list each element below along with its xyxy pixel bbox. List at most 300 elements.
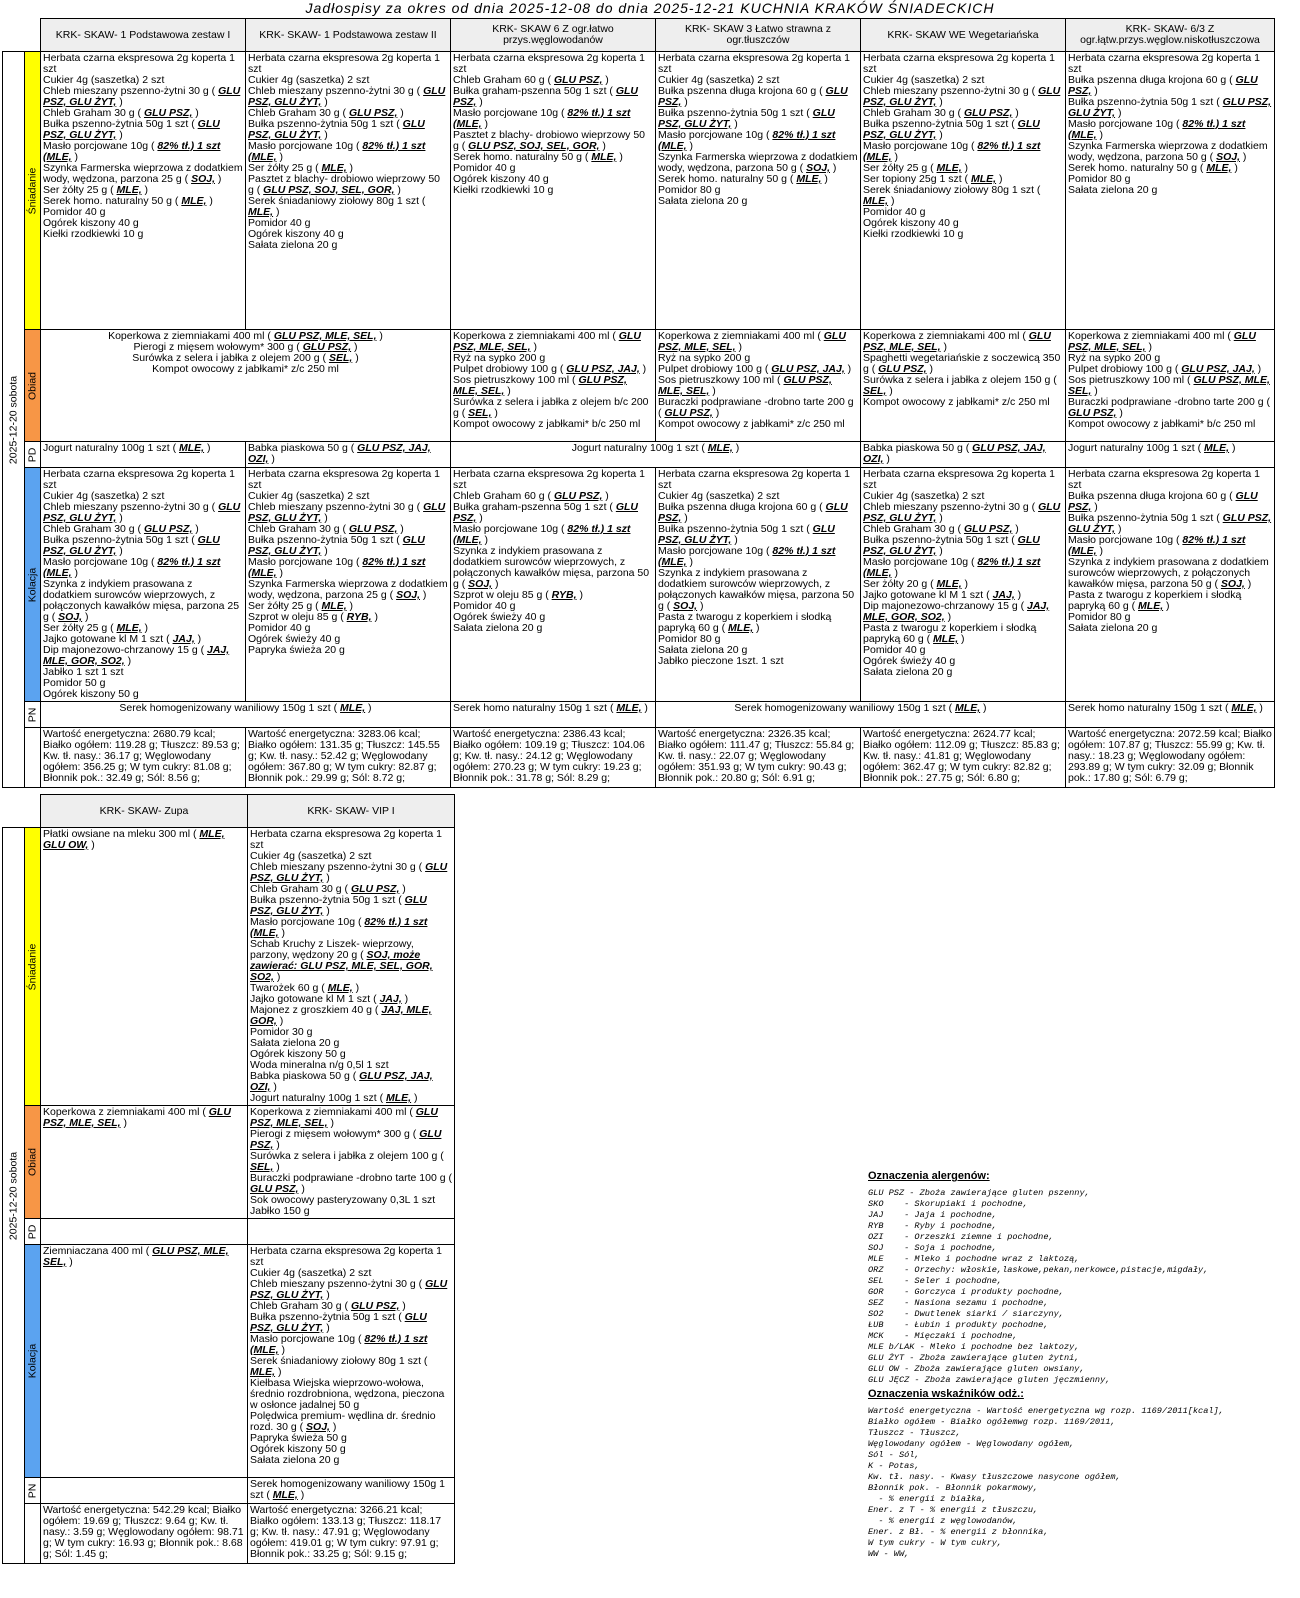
menu-item: Babka piaskowa 50 g ( GLU PSZ, JAJ, OZI, ) bbox=[250, 1070, 433, 1093]
menu-item: Sałata zielona 20 g bbox=[250, 1037, 340, 1049]
indicator-legend-item: W tym cukry - W tym cukry, bbox=[868, 1538, 1003, 1548]
menu-item: Pasztet z blachy- drobiowo wieprzowy 50 g ( GLU PSZ, SOJ, SEL, GOR, ) bbox=[248, 173, 441, 196]
menu-item: Sok owocowy pasteryzowany 0,3L 1 szt bbox=[250, 1194, 436, 1206]
menu-cell bbox=[1066, 702, 1275, 728]
menu-item: Jabłko pieczone 1szt. 1 szt bbox=[658, 655, 784, 667]
date-cell bbox=[3, 52, 25, 788]
menu-cell bbox=[248, 828, 455, 1106]
menu-item: Herbata czarna ekspresowa 2g koperta 1 szt bbox=[863, 468, 1056, 491]
nutrition-cell: Wartość energetyczna: 542.29 kcal; Białko ogółem: 19.69 g; Tłuszcz: 9.64 g; Kw. tł. nasy.: 3.59 g; Węglowodany ogółem: 98.71 g; W tym cukry: 16.93 g; Błonnik pok.: 8.68 g; Sól: 1.45 g; bbox=[41, 1504, 248, 1564]
allergen-legend-item: SKO - Skorupiaki i pochodne, bbox=[868, 1199, 1028, 1209]
menu-item: Ogórek kiszony 50 g bbox=[250, 1048, 346, 1060]
menu-cell-merged bbox=[451, 442, 861, 468]
menu-item: Serek homogenizowany waniliowy 150g 1 szt ( MLE, ) bbox=[119, 702, 372, 714]
menu-item: Ogórek kiszony 40 g bbox=[453, 173, 549, 185]
nutrition-cell: Wartość energetyczna: 2072.59 kcal; Białko ogółem: 107.87 g; Tłuszcz: 55.99 g; Kw. tł. nasy.: 18.23 g; Węglowodany ogółem: 293.89 g; W tym cukry: 32.09 g; Błonnik pok.: 17.80 g; Sól: 6.79 g; bbox=[1066, 728, 1275, 788]
date-label: 2025-12-20 sobota bbox=[7, 375, 19, 464]
menu-item: Chleb mieszany pszenno-żytni 30 g ( GLU PSZ, GLU ŻYT, ) bbox=[43, 501, 241, 524]
menu-item: Herbata czarna ekspresowa 2g koperta 1 szt bbox=[863, 52, 1056, 75]
menu-item: Babka piaskowa 50 g ( GLU PSZ, JAJ, OZI, ) bbox=[248, 442, 431, 465]
menu-item: Masło porcjowane 10g ( 82% tł.) 1 szt (MLE, ) bbox=[658, 129, 836, 152]
menu-item: Bułka pszenno-żytnia 50g 1 szt ( GLU PSZ, GLU ŻYT, ) bbox=[250, 1311, 427, 1334]
menu-cell bbox=[41, 1106, 248, 1219]
menu-item: Sałata zielona 20 g bbox=[453, 622, 543, 634]
menu-cell-merged bbox=[41, 330, 451, 442]
menu-cell bbox=[248, 1106, 455, 1219]
allergen-legend-item: GLU JĘCZ - Zboża zawierające gluten jęczmienny, bbox=[868, 1375, 1111, 1385]
indicator-legend-item: Białko ogółem - Białko ogółemwg rozp. 1169/2011, bbox=[868, 1417, 1116, 1427]
menu-item: Pomidor 30 g bbox=[250, 1026, 313, 1038]
menu-item: Sałata zielona 20 g bbox=[248, 239, 338, 251]
allergen-legend-item: GLU OW - Zboża zawierające gluten owsiany, bbox=[868, 1364, 1085, 1374]
menu-item: Sałata zielona 20 g bbox=[250, 1454, 340, 1466]
menu-item: Pasztet z blachy- drobiowo wieprzowy 50 g ( GLU PSZ, SOJ, SEL, GOR, ) bbox=[453, 129, 646, 152]
menu-cell bbox=[656, 330, 861, 442]
diet-header: KRK- SKAW- VIP I bbox=[248, 795, 455, 828]
menu-item: Bułka pszenno-żytnia 50g 1 szt ( GLU PSZ, GLU ŻYT, ) bbox=[248, 118, 425, 141]
menu-item: Chleb Graham 60 g ( GLU PSZ, ) bbox=[453, 74, 609, 86]
menu-item: Jogurt naturalny 100g 1 szt ( MLE, ) bbox=[1068, 442, 1236, 454]
menu-cell bbox=[451, 468, 656, 702]
menu-item: Ser żółty 25 g ( MLE, ) bbox=[43, 184, 149, 196]
menu-item: Koperkowa z ziemniakami 400 ml ( GLU PSZ, MLE, SEL, ) bbox=[43, 1106, 231, 1129]
menu-item: Cukier 4g (saszetka) 2 szt bbox=[658, 490, 780, 502]
indicator-legend-item: Sól - Sól, bbox=[868, 1450, 920, 1460]
allergen-legend-item: SEL - Seler i pochodne, bbox=[868, 1276, 1003, 1286]
menu-item: Kompot owocowy z jabłkami* z/c 250 ml bbox=[152, 363, 339, 375]
menu-item: Pulpet drobiowy 100 g ( GLU PSZ, JAJ, ) bbox=[1068, 363, 1262, 375]
menu-item: Ser topiony 25g 1 szt ( MLE, ) bbox=[863, 173, 1003, 185]
menu-item: Cukier 4g (saszetka) 2 szt bbox=[43, 490, 165, 502]
menu-cell bbox=[861, 52, 1066, 330]
menu-item: Bułka pszenno-żytnia 50g 1 szt ( GLU PSZ, GLU ŻYT, ) bbox=[1068, 512, 1272, 535]
menu-item: Bułka pszenna długa krojona 60 g ( GLU PSZ, ) bbox=[658, 85, 848, 108]
menu-item: Buraczki podprawiane -drobno tarte 200 g ( GLU PSZ, ) bbox=[658, 396, 854, 419]
menu-item: Kompot owocowy z jabłkami* z/c 250 ml bbox=[658, 418, 845, 430]
menu-item: Pierogi z mięsem wołowym* 300 g ( GLU PSZ, ) bbox=[133, 341, 358, 353]
menu-item: Sos pietruszkowy 100 ml ( GLU PSZ, MLE, SEL, ) bbox=[453, 374, 627, 397]
menu-item: Ryż na sypko 200 g bbox=[453, 352, 546, 364]
menu-item: Pierogi z mięsem wołowym* 300 g ( GLU PSZ, ) bbox=[250, 1128, 442, 1151]
menu-item: Masło porcjowane 10g ( 82% tł.) 1 szt (MLE, ) bbox=[248, 140, 426, 163]
menu-item: Szynka z indykiem prasowana z dodatkiem surowców wieprzowych, z połączonych kawałków mięsa, parzona 25 g ( SOJ, ) bbox=[43, 578, 240, 623]
meal-label-pn: PN bbox=[25, 1478, 41, 1504]
page-title: Jadłospisy za okres od dnia 2025-12-08 do dnia 2025-12-21 KUCHNIA KRAKÓW ŚNIADECKICH bbox=[305, 0, 995, 16]
bottom-menu-table bbox=[2, 794, 455, 1564]
menu-item: Herbata czarna ekspresowa 2g koperta 1 szt bbox=[250, 828, 443, 851]
menu-item: Ser żółty 20 g ( MLE, ) bbox=[863, 578, 969, 590]
allergen-legend-item: RYB - Ryby i pochodne, bbox=[868, 1221, 997, 1231]
corner-empty bbox=[3, 19, 41, 52]
nutrition-cell: Wartość energetyczna: 3283.06 kcal; Białko ogółem: 131.35 g; Tłuszcz: 145.55 g; Kw. tł. nasy.: 52.42 g; Węglowodany ogółem: 367.80 g; W tym cukry: 82.87 g; Błonnik pok.: 29.99 g; Sól: 8.72 g; bbox=[246, 728, 451, 788]
menu-item: Pomidor 80 g bbox=[658, 184, 721, 196]
menu-item: Herbata czarna ekspresowa 2g koperta 1 szt bbox=[1068, 468, 1261, 491]
menu-cell bbox=[451, 52, 656, 330]
menu-item: Herbata czarna ekspresowa 2g koperta 1 szt bbox=[453, 468, 646, 491]
menu-item: Chleb Graham 60 g ( GLU PSZ, ) bbox=[453, 490, 609, 502]
date-label: 2025-12-20 sobota bbox=[7, 1151, 19, 1240]
meal-label-obiad: Obiad bbox=[25, 330, 41, 442]
allergen-legend-item: GLU ŻYT - Zboża zawierające gluten żytni, bbox=[868, 1353, 1080, 1363]
menu-item: Ogórek kiszony 50 g bbox=[43, 688, 139, 700]
menu-item: Bułka pszenno-żytnia 50g 1 szt ( GLU PSZ, GLU ŻYT, ) bbox=[250, 894, 427, 917]
menu-item: Ser żółty 25 g ( MLE, ) bbox=[248, 600, 354, 612]
menu-item: Ogórek świeży 40 g bbox=[863, 655, 956, 667]
menu-cell bbox=[248, 1245, 455, 1478]
menu-item: Pasta z twarogu z koperkiem i słodką papryką 60 g ( MLE, ) bbox=[863, 622, 1037, 645]
menu-item: Bułka pszenna długa krojona 60 g ( GLU PSZ, ) bbox=[658, 501, 848, 524]
menu-item: Cukier 4g (saszetka) 2 szt bbox=[863, 490, 985, 502]
allergen-legend-item: MLE - Mleko i pochodne wraz z laktozą, bbox=[868, 1254, 1080, 1264]
menu-item: Masło porcjowane 10g ( 82% tł.) 1 szt (MLE, ) bbox=[453, 107, 631, 130]
indicators-title: Oznaczenia wskaźników odż.: bbox=[868, 1388, 1024, 1400]
menu-item: Buraczki podprawiane -drobno tarte 100 g ( GLU PSZ, ) bbox=[250, 1172, 452, 1195]
menu-item: Pomidor 40 g bbox=[43, 206, 106, 218]
allergen-legend-item: SO2 - Dwutlenek siarki / siarczyny, bbox=[868, 1309, 1064, 1319]
menu-item: Kiełki rzodkiewki 10 g bbox=[863, 228, 964, 240]
indicator-legend-item: Węglowodany ogółem - Węglowodany ogółem, bbox=[868, 1439, 1075, 1449]
menu-cell-merged bbox=[656, 702, 1066, 728]
indicator-legend-item: Ener. z T - % energii z tłuszczu, bbox=[868, 1505, 1039, 1515]
menu-item: Cukier 4g (saszetka) 2 szt bbox=[658, 74, 780, 86]
menu-cell bbox=[451, 702, 656, 728]
menu-cell bbox=[861, 330, 1066, 442]
menu-item: Masło porcjowane 10g ( 82% tł.) 1 szt (MLE, ) bbox=[43, 556, 221, 579]
menu-item: Pomidor 80 g bbox=[658, 633, 721, 645]
menu-item: Jajko gotowane kl M 1 szt ( JAJ, ) bbox=[250, 993, 409, 1005]
meal-label-pn: PN bbox=[25, 702, 41, 728]
menu-item: Masło porcjowane 10g ( 82% tł.) 1 szt (MLE, ) bbox=[1068, 118, 1246, 141]
menu-item: Koperkowa z ziemniakami 400 ml ( GLU PSZ, MLE, SEL, ) bbox=[108, 330, 383, 342]
nutrition-label-empty bbox=[25, 1504, 41, 1564]
menu-item: Kiełki rzodkiewki 10 g bbox=[43, 228, 144, 240]
menu-item: Sałata zielona 20 g bbox=[863, 666, 953, 678]
menu-item: Papryka świeża 20 g bbox=[248, 644, 345, 656]
menu-item: Koperkowa z ziemniakami 400 ml ( GLU PSZ, MLE, SEL, ) bbox=[453, 330, 641, 353]
menu-item: Papryka świeża 50 g bbox=[250, 1432, 347, 1444]
indicator-legend-item: Wartość energetyczna - Wartość energetyczna wg rozp. 1169/2011[kcal], bbox=[868, 1406, 1224, 1416]
menu-item: Ogórek kiszony 40 g bbox=[43, 217, 139, 229]
menu-item: Bułka pszenno-żytnia 50g 1 szt ( GLU PSZ, GLU ŻYT, ) bbox=[43, 534, 220, 557]
menu-item: Sałata zielona 20 g bbox=[658, 195, 748, 207]
indicator-legend-item: K - Potas, bbox=[868, 1461, 920, 1471]
menu-item: Sos pietruszkowy 100 ml ( GLU PSZ, MLE, SEL, ) bbox=[1068, 374, 1270, 397]
diet-header: KRK- SKAW- 1 Podstawowa zestaw II bbox=[246, 19, 451, 52]
menu-item: Koperkowa z ziemniakami 400 ml ( GLU PSZ, MLE, SEL, ) bbox=[1068, 330, 1256, 353]
allergen-legend-item: ORZ - Orzechy: włoskie,laskowe,pekan,nerkowce,pistacje,migdały, bbox=[868, 1265, 1209, 1275]
menu-cell bbox=[248, 1478, 455, 1504]
allergen-list bbox=[868, 1188, 1288, 1386]
menu-item: Bułka pszenno-żytnia 50g 1 szt ( GLU PSZ, GLU ŻYT, ) bbox=[43, 118, 220, 141]
menu-item: Jogurt naturalny 100g 1 szt ( MLE, ) bbox=[250, 1092, 418, 1104]
meal-label-pd: PD bbox=[25, 442, 41, 468]
allergen-legend-item: GOR - Gorczyca i produkty pochodne, bbox=[868, 1287, 1064, 1297]
menu-item: Bułka pszenno-żytnia 50g 1 szt ( GLU PSZ, GLU ŻYT, ) bbox=[1068, 96, 1272, 119]
menu-item: Pulpet drobiowy 100 g ( GLU PSZ, JAJ, ) bbox=[453, 363, 647, 375]
menu-item: Szynka Farmerska wieprzowa z dodatkiem wody, wędzona, parzona 50 g ( SOJ, ) bbox=[658, 151, 858, 174]
menu-item: Serek homo. naturalny 50 g ( MLE, ) bbox=[453, 151, 623, 163]
menu-item: Chleb mieszany pszenno-żytni 30 g ( GLU PSZ, GLU ŻYT, ) bbox=[43, 85, 241, 108]
menu-item: Szynka z indykiem prasowana z dodatkiem surowców wieprzowych, z połączonych kawałków mięsa, parzona 50 g ( SOJ, ) bbox=[453, 545, 650, 590]
menu-item: Surówka z selera i jabłka z olejem b/c 200 g ( SEL, ) bbox=[453, 396, 649, 419]
menu-cell bbox=[1066, 52, 1275, 330]
menu-item: Ser żółty 25 g ( MLE, ) bbox=[863, 162, 969, 174]
diet-header: KRK- SKAW- 6/3 Z ogr.łątw.przys.węglow.niskotłuszczowa bbox=[1066, 19, 1275, 52]
menu-item: Ryż na sypko 200 g bbox=[1068, 352, 1161, 364]
menu-item: Pasta z twarogu z koperkiem i słodką papryką 60 g ( MLE, ) bbox=[1068, 589, 1242, 612]
menu-item: Szynka z indykiem prasowana z dodatkiem surowców wieprzowych, z połączonych kawałków mięsa, parzona 50 g ( SOJ, ) bbox=[1068, 556, 1269, 590]
menu-item: Pomidor 40 g bbox=[863, 206, 926, 218]
legend bbox=[868, 1168, 1288, 1560]
menu-item: Serek śniadaniowy ziołowy 80g 1 szt ( MLE, ) bbox=[863, 184, 1041, 207]
menu-item: Jabłko 150 g bbox=[250, 1205, 310, 1217]
menu-item: Majonez z groszkiem 40 g ( JAJ, MLE, GOR, ) bbox=[250, 1004, 432, 1027]
menu-item: Ogórek kiszony 40 g bbox=[248, 228, 344, 240]
menu-cell-empty bbox=[41, 1219, 248, 1245]
menu-item: Kiełki rzodkiewki 10 g bbox=[453, 184, 554, 196]
diet-header: KRK- SKAW 3 Łatwo strawna z ogr.tłuszczów bbox=[656, 19, 861, 52]
menu-item: Sałata zielona 20 g bbox=[658, 644, 748, 656]
nutrition-cell: Wartość energetyczna: 2386.43 kcal; Białko ogółem: 109.19 g; Tłuszcz: 104.06 g; Kw. tł. nasy.: 24.12 g; Węglowodany ogółem: 270.23 g; W tym cukry: 19.23 g; Błonnik pok.: 31.78 g; Sól: 8.29 g; bbox=[451, 728, 656, 788]
menu-item: Bułka pszenno-żytnia 50g 1 szt ( GLU PSZ, GLU ŻYT, ) bbox=[863, 534, 1040, 557]
menu-item: Dip majonezowo-chrzanowy 15 g ( JAJ, MLE, GOR, SO2, ) bbox=[863, 600, 1050, 623]
menu-item: Pomidor 80 g bbox=[1068, 611, 1131, 623]
menu-item: Sos pietruszkowy 100 ml ( GLU PSZ, MLE, SEL, ) bbox=[658, 374, 832, 397]
menu-item: Jabłko 1 szt 1 szt bbox=[43, 666, 124, 678]
allergen-legend-item: JAJ - Jaja i pochodne, bbox=[868, 1210, 997, 1220]
meal-label-kolacja: Kolacja bbox=[25, 468, 41, 702]
menu-item: Chleb Graham 30 g ( GLU PSZ, ) bbox=[863, 523, 1019, 535]
menu-item: Serek homogenizowany waniliowy 150g 1 szt ( MLE, ) bbox=[250, 1478, 445, 1501]
menu-item: Bułka pszenno-żytnia 50g 1 szt ( GLU PSZ, GLU ŻYT, ) bbox=[863, 118, 1040, 141]
menu-item: Serek homo. naturalny 50 g ( MLE, ) bbox=[658, 173, 828, 185]
menu-item: Herbata czarna ekspresowa 2g koperta 1 szt bbox=[453, 52, 646, 75]
meal-label-kolacja: Kolacja bbox=[25, 1245, 41, 1478]
menu-item: Chleb Graham 30 g ( GLU PSZ, ) bbox=[250, 1300, 406, 1312]
allergen-legend-item: SOJ - Soja i pochodne, bbox=[868, 1243, 997, 1253]
menu-item: Twarożek 60 g ( MLE, ) bbox=[250, 982, 360, 994]
menu-item: Koperkowa z ziemniakami 400 ml ( GLU PSZ, MLE, SEL, ) bbox=[658, 330, 846, 353]
menu-item: Serek homo naturalny 150g 1 szt ( MLE, ) bbox=[453, 702, 648, 714]
menu-cell-empty bbox=[248, 1219, 455, 1245]
corner-empty bbox=[3, 795, 41, 828]
menu-item: Surówka z selera i jabłka z olejem 200 g ( SEL, ) bbox=[132, 352, 359, 364]
menu-item: Pomidor 40 g bbox=[248, 622, 311, 634]
menu-item: Cukier 4g (saszetka) 2 szt bbox=[43, 74, 165, 86]
allergen-legend-item: MCK - Mięczaki i pochodne, bbox=[868, 1331, 1018, 1341]
menu-item: Ogórek świeży 40 g bbox=[248, 633, 341, 645]
menu-item: Cukier 4g (saszetka) 2 szt bbox=[250, 1267, 372, 1279]
menu-item: Chleb Graham 30 g ( GLU PSZ, ) bbox=[43, 523, 199, 535]
menu-cell bbox=[656, 468, 861, 702]
allergen-legend-item: OZI - Orzeszki ziemne i pochodne, bbox=[868, 1232, 1054, 1242]
menu-item: Bułka graham-pszenna 50g 1 szt ( GLU PSZ, ) bbox=[453, 501, 639, 524]
menu-cell bbox=[41, 442, 246, 468]
menu-cell bbox=[1066, 442, 1275, 468]
menu-item: Bułka pszenno-żytnia 50g 1 szt ( GLU PSZ, GLU ŻYT, ) bbox=[658, 107, 835, 130]
menu-cell bbox=[656, 52, 861, 330]
menu-cell bbox=[41, 1245, 248, 1478]
indicator-legend-item: WW - WW, bbox=[868, 1549, 910, 1559]
nutrition-cell: Wartość energetyczna: 2326.35 kcal; Białko ogółem: 111.47 g; Tłuszcz: 55.84 g; Kw. tł. nasy.: 22.07 g; Węglowodany ogółem: 351.93 g; W tym cukry: 90.43 g; Błonnik pok.: 20.80 g; Sól: 6.91 g; bbox=[656, 728, 861, 788]
menu-item: Bułka pszenno-żytnia 50g 1 szt ( GLU PSZ, GLU ŻYT, ) bbox=[248, 534, 425, 557]
nutrition-cell: Wartość energetyczna: 2680.79 kcal; Białko ogółem: 119.28 g; Tłuszcz: 89.53 g; Kw. tł. nasy.: 36.17 g; Węglowodany ogółem: 356.25 g; W tym cukry: 81.08 g; Błonnik pok.: 32.49 g; Sól: 8.56 g; bbox=[41, 728, 246, 788]
indicator-legend-item: Tłuszcz - Tłuszcz, bbox=[868, 1428, 961, 1438]
menu-item: Pomidor 40 g bbox=[453, 162, 516, 174]
menu-item: Jogurt naturalny 100g 1 szt ( MLE, ) bbox=[571, 442, 740, 454]
menu-item: Chleb Graham 30 g ( GLU PSZ, ) bbox=[250, 883, 406, 895]
menu-cell bbox=[41, 1478, 248, 1504]
top-menu-table bbox=[2, 18, 1275, 788]
allergen-legend-item: MLE b/LAK - Mleko i pochodne bez laktozy, bbox=[868, 1342, 1080, 1352]
menu-item: Herbata czarna ekspresowa 2g koperta 1 szt bbox=[43, 468, 236, 491]
menu-item: Serek homo naturalny 150g 1 szt ( MLE, ) bbox=[1068, 702, 1263, 714]
menu-item: Bułka graham-pszenna 50g 1 szt ( GLU PSZ, ) bbox=[453, 85, 639, 108]
menu-cell bbox=[861, 442, 1066, 468]
menu-cell bbox=[246, 468, 451, 702]
menu-item: Herbata czarna ekspresowa 2g koperta 1 szt bbox=[658, 52, 851, 75]
allergen-legend-item: SEZ - Nasiona sezamu i pochodne, bbox=[868, 1298, 1049, 1308]
menu-item: Chleb mieszany pszenno-żytni 30 g ( GLU PSZ, GLU ŻYT, ) bbox=[863, 85, 1061, 108]
menu-item: Kompot owocowy z jabłkami* b/c 250 ml bbox=[453, 418, 641, 430]
menu-item: Szynka Farmerska wieprzowa z dodatkiem wody, wędzona, parzona 25 g ( SOJ, ) bbox=[43, 162, 243, 185]
menu-item: Cukier 4g (saszetka) 2 szt bbox=[248, 490, 370, 502]
indicator-legend-item: Błonnik pok. - Błonnik pokarmowy, bbox=[868, 1483, 1039, 1493]
allergens-title: Oznaczenia alergenów: bbox=[868, 1170, 990, 1182]
menu-item: Surówka z selera i jabłka z olejem 100 g ( SEL, ) bbox=[250, 1150, 444, 1173]
menu-item: Pulpet drobiowy 100 g ( GLU PSZ, JAJ, ) bbox=[658, 363, 852, 375]
menu-item: Schab Kruchy z Liszek- wieprzowy, parzony, wędzony 20 g ( SOJ, może zawierać: GLU PSZ, MLE, SEL, GOR, SO2, ) bbox=[250, 938, 433, 983]
menu-item: Bułka pszenna długa krojona 60 g ( GLU PSZ, ) bbox=[1068, 74, 1258, 97]
menu-item: Pomidor 40 g bbox=[453, 600, 516, 612]
menu-item: Pomidor 50 g bbox=[43, 677, 106, 689]
menu-item: Masło porcjowane 10g ( 82% tł.) 1 szt (MLE, ) bbox=[248, 556, 426, 579]
menu-item: Chleb mieszany pszenno-żytni 30 g ( GLU PSZ, GLU ŻYT, ) bbox=[248, 501, 446, 524]
menu-cell bbox=[41, 468, 246, 702]
menu-item: Szynka z indykiem prasowana z dodatkiem surowców wieprzowych, z połączonych kawałków mięsa, parzona 50 g ( SOJ, ) bbox=[658, 567, 855, 612]
indicator-legend-item: Ener. z Bł. - % energii z błonnika, bbox=[868, 1527, 1049, 1537]
menu-item: Szprot w oleju 85 g ( RYB, ) bbox=[248, 611, 378, 623]
menu-item: Masło porcjowane 10g ( 82% tł.) 1 szt (MLE, ) bbox=[250, 916, 428, 939]
menu-item: Chleb Graham 30 g ( GLU PSZ, ) bbox=[248, 107, 404, 119]
menu-item: Koperkowa z ziemniakami 400 ml ( GLU PSZ, MLE, SEL, ) bbox=[863, 330, 1051, 353]
menu-item: Płatki owsiane na mleku 300 ml ( MLE, GLU OW, ) bbox=[43, 828, 225, 851]
menu-item: Ogórek kiszony 40 g bbox=[863, 217, 959, 229]
menu-item: Herbata czarna ekspresowa 2g koperta 1 szt bbox=[1068, 52, 1261, 75]
menu-item: Bułka pszenno-żytnia 50g 1 szt ( GLU PSZ, GLU ŻYT, ) bbox=[658, 523, 835, 546]
indicator-legend-item: Kw. tł. nasy. - Kwasy tłuszczowe nasycone ogółem, bbox=[868, 1472, 1121, 1482]
indicator-legend-item: - % energii z węglowodanów, bbox=[868, 1516, 1018, 1526]
menu-item: Szynka Farmerska wieprzowa z dodatkiem wody, wędzona, parzona 25 g ( SOJ, ) bbox=[248, 578, 448, 601]
menu-item: Chleb Graham 30 g ( GLU PSZ, ) bbox=[248, 523, 404, 535]
menu-item: Serek homo. naturalny 50 g ( MLE, ) bbox=[43, 195, 213, 207]
menu-item: Ser żółty 25 g ( MLE, ) bbox=[248, 162, 354, 174]
menu-item: Masło porcjowane 10g ( 82% tł.) 1 szt (MLE, ) bbox=[43, 140, 221, 163]
meal-label-obiad: Obiad bbox=[25, 1106, 41, 1219]
indicator-list bbox=[868, 1406, 1288, 1560]
allergen-legend-item: GLU PSZ - Zboża zawierające gluten pszenny, bbox=[868, 1188, 1090, 1198]
menu-item: Herbata czarna ekspresowa 2g koperta 1 szt bbox=[250, 1245, 443, 1268]
menu-item: Chleb mieszany pszenno-żytni 30 g ( GLU PSZ, GLU ŻYT, ) bbox=[248, 85, 446, 108]
menu-item: Herbata czarna ekspresowa 2g koperta 1 szt bbox=[248, 52, 441, 75]
menu-item: Serek homogenizowany waniliowy 150g 1 szt ( MLE, ) bbox=[734, 702, 987, 714]
meal-label-pd: PD bbox=[25, 1219, 41, 1245]
menu-item: Pomidor 40 g bbox=[248, 217, 311, 229]
menu-item: Serek homo. naturalny 50 g ( MLE, ) bbox=[1068, 162, 1238, 174]
menu-item: Serek śniadaniowy ziołowy 80g 1 szt ( MLE, ) bbox=[248, 195, 426, 218]
menu-item: Bułka pszenna długa krojona 60 g ( GLU PSZ, ) bbox=[1068, 490, 1258, 513]
menu-item: Masło porcjowane 10g ( 82% tł.) 1 szt (MLE, ) bbox=[453, 523, 631, 546]
menu-item: Masło porcjowane 10g ( 82% tł.) 1 szt (MLE, ) bbox=[863, 140, 1041, 163]
nutrition-cell: Wartość energetyczna: 3266.21 kcal; Białko ogółem: 133.13 g; Tłuszcz: 118.17 g; Kw. tł. nasy.: 47.91 g; Węglowodany ogółem: 419.01 g; W tym cukry: 97.91 g; Błonnik pok.: 33.25 g; Sól: 9.15 g; bbox=[248, 1504, 455, 1564]
menu-cell bbox=[41, 52, 246, 330]
menu-item: Ser żółty 25 g ( MLE, ) bbox=[43, 622, 149, 634]
menu-item: Babka piaskowa 50 g ( GLU PSZ, JAJ, OZI, ) bbox=[863, 442, 1046, 465]
menu-item: Woda mineralna n/g 0,5l 1 szt bbox=[250, 1059, 389, 1071]
menu-item: Buraczki podprawiane -drobno tarte 200 g ( GLU PSZ, ) bbox=[1068, 396, 1270, 419]
diet-header: KRK- SKAW- 1 Podstawowa zestaw I bbox=[41, 19, 246, 52]
menu-item: Herbata czarna ekspresowa 2g koperta 1 szt bbox=[248, 468, 441, 491]
menu-item: Spaghetti wegetariańskie z soczewicą 350 g ( GLU PSZ, ) bbox=[863, 352, 1061, 375]
menu-cell bbox=[861, 468, 1066, 702]
menu-item: Pomidor 40 g bbox=[863, 644, 926, 656]
diet-header: KRK- SKAW 6 Z ogr.łatwo przys.węglowodanów bbox=[451, 19, 656, 52]
menu-item: Chleb Graham 30 g ( GLU PSZ, ) bbox=[863, 107, 1019, 119]
menu-item: Chleb Graham 30 g ( GLU PSZ, ) bbox=[43, 107, 199, 119]
menu-item: Ogórek świeży 40 g bbox=[453, 611, 546, 623]
menu-item: Ziemniaczana 400 ml ( GLU PSZ, MLE, SEL, ) bbox=[43, 1245, 229, 1268]
meal-label-sniadanie: Śniadanie bbox=[25, 828, 41, 1106]
menu-item: Ogórek kiszony 50 g bbox=[250, 1443, 346, 1455]
menu-item: Sałata zielona 20 g bbox=[1068, 622, 1158, 634]
indicator-legend-item: - % energii z białka, bbox=[868, 1494, 987, 1504]
menu-cell-merged bbox=[41, 702, 451, 728]
menu-item: Cukier 4g (saszetka) 2 szt bbox=[248, 74, 370, 86]
menu-item: Pasta z twarogu z koperkiem i słodką papryką 60 g ( MLE, ) bbox=[658, 611, 832, 634]
menu-item: Herbata czarna ekspresowa 2g koperta 1 szt bbox=[658, 468, 851, 491]
menu-item: Masło porcjowane 10g ( 82% tł.) 1 szt (MLE, ) bbox=[250, 1333, 428, 1356]
menu-item: Kompot owocowy z jabłkami* z/c 250 ml bbox=[863, 396, 1050, 408]
menu-item: Koperkowa z ziemniakami 400 ml ( GLU PSZ, MLE, SEL, ) bbox=[250, 1106, 438, 1129]
menu-item: Jogurt naturalny 100g 1 szt ( MLE, ) bbox=[43, 442, 211, 454]
menu-cell bbox=[451, 330, 656, 442]
menu-item: Chleb mieszany pszenno-żytni 30 g ( GLU PSZ, GLU ŻYT, ) bbox=[250, 861, 448, 884]
menu-item: Chleb mieszany pszenno-żytni 30 g ( GLU PSZ, GLU ŻYT, ) bbox=[250, 1278, 448, 1301]
menu-item: Herbata czarna ekspresowa 2g koperta 1 szt bbox=[43, 52, 236, 75]
date-cell bbox=[3, 828, 25, 1564]
menu-item: Masło porcjowane 10g ( 82% tł.) 1 szt (MLE, ) bbox=[1068, 534, 1246, 557]
meal-label-sniadanie: Śniadanie bbox=[25, 52, 41, 330]
menu-item: Szynka Farmerska wieprzowa z dodatkiem wody, wędzona, parzona 50 g ( SOJ, ) bbox=[1068, 140, 1268, 163]
menu-item: Masło porcjowane 10g ( 82% tł.) 1 szt (MLE, ) bbox=[658, 545, 836, 568]
nutrition-label-empty bbox=[25, 728, 41, 788]
menu-item: Pomidor 80 g bbox=[1068, 173, 1131, 185]
menu-item: Jajko gotowane kl M 1 szt ( JAJ, ) bbox=[43, 633, 202, 645]
menu-item: Polędwica premium- wędlina dr. średnio rozd. 30 g ( SOJ, ) bbox=[250, 1410, 436, 1433]
menu-cell bbox=[1066, 330, 1275, 442]
menu-item: Dip majonezowo-chrzanowy 15 g ( JAJ, MLE, GOR, SO2, ) bbox=[43, 644, 230, 667]
menu-cell bbox=[246, 442, 451, 468]
menu-item: Kiełbasa Wiejska wieprzowo-wołowa, średnio rozdrobniona, wędzona, pieczona w osłonce jadalnej 50 g bbox=[250, 1377, 445, 1411]
menu-item: Ryż na sypko 200 g bbox=[658, 352, 751, 364]
allergen-legend-item: ŁUB - Łubin i produkty pochodne, bbox=[868, 1320, 1049, 1330]
menu-item: Jajko gotowane kl M 1 szt ( JAJ, ) bbox=[863, 589, 1022, 601]
menu-item: Serek śniadaniowy ziołowy 80g 1 szt ( MLE, ) bbox=[250, 1355, 428, 1378]
menu-cell bbox=[1066, 468, 1275, 702]
menu-item: Cukier 4g (saszetka) 2 szt bbox=[863, 74, 985, 86]
menu-item: Surówka z selera i jabłka z olejem 150 g ( SEL, ) bbox=[863, 374, 1057, 397]
diet-header: KRK- SKAW- Zupa bbox=[41, 795, 248, 828]
